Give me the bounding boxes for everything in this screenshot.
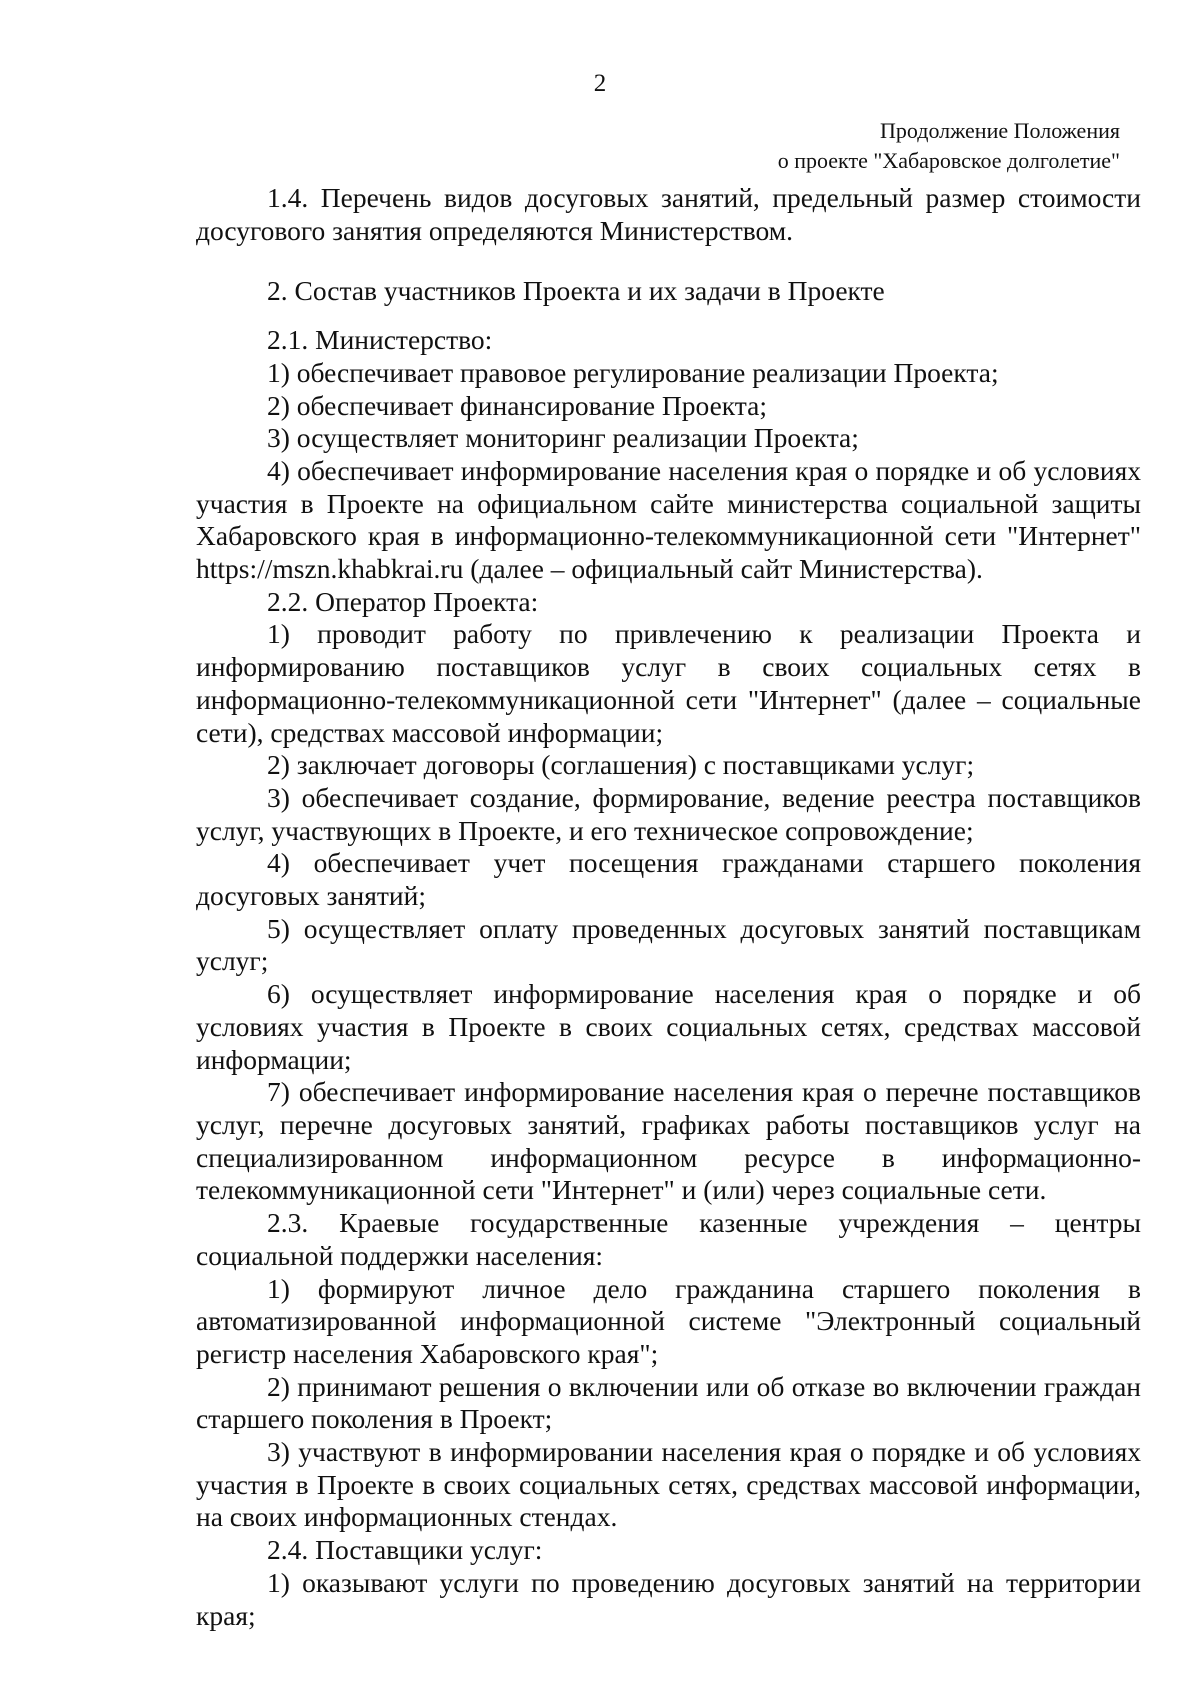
list-item-2-3-2: 2) принимают решения о включении или об отказе во включении граждан старшего поколения в Проект; (196, 1370, 1141, 1435)
list-item-2-2-7: 7) обеспечивает информирование населения края о перечне поставщиков услуг, перечне досуговых занятий, графиках работы поставщиков услуг на специализированном информационном ресурсе в информационно-телекоммуникационной сети "Интернет" и (или) через социальные сети. (196, 1076, 1141, 1206)
paragraph-2-3: 2.3. Краевые государственные казенные учреждения – центры социальной поддержки населения: (196, 1207, 1141, 1271)
list-item-2-2-2: 2) заключает договоры (соглашения) с поставщиками услуг; (267, 749, 975, 781)
list-item-2-1-2: 2) обеспечивает финансирование Проекта; (267, 389, 768, 421)
list-item-2-3-1: 1) формируют личное дело гражданина старшего поколения в автоматизированной информационной системе "Электронный социальный регистр населения Хабаровского края"; (196, 1272, 1141, 1369)
paragraph-2-4: 2.4. Поставщики услуг: (267, 1534, 543, 1566)
paragraph-1-4: 1.4. Перечень видов досуговых занятий, предельный размер стоимости досугового занятия определяются Министерством. (196, 182, 1141, 246)
paragraph-2-1: 2.1. Министерство: (267, 324, 493, 356)
continuation-header-line-1: Продолжение Положения (880, 118, 1120, 143)
list-item-2-2-4: 4) обеспечивает учет посещения гражданами старшего поколения досуговых занятий; (196, 847, 1141, 912)
list-item-2-4-1: 1) оказывают услуги по проведению досуговых занятий на территории края; (196, 1566, 1141, 1631)
list-item-2-1-3: 3) осуществляет мониторинг реализации Проекта; (267, 422, 859, 454)
list-item-2-2-5: 5) осуществляет оплату проведенных досуговых занятий поставщикам услуг; (196, 912, 1141, 977)
page-number: 2 (593, 70, 607, 97)
list-item-2-1-1: 1) обеспечивает правовое регулирование реализации Проекта; (267, 356, 999, 388)
list-item-2-1-4: 4) обеспечивает информирование населения края о порядке и об условиях участия в Проекте на официальном сайте министерства социальной защиты Хабаровского края в информационно-телекоммуникационной сети "Интернет" https://mszn.khabkrai.ru (далее – официальный сайт Министерства). (196, 454, 1141, 585)
section-heading-2: 2. Состав участников Проекта и их задачи в Проекте (267, 275, 885, 307)
list-item-2-2-6: 6) осуществляет информирование населения края о порядке и об условиях участия в Проекте в своих социальных сетях, средствах массовой информации; (196, 978, 1141, 1075)
paragraph-2-2: 2.2. Оператор Проекта: (267, 585, 539, 617)
continuation-header (778, 116, 1120, 176)
list-item-2-3-3: 3) участвуют в информировании населения края о порядке и об условиях участия в Проекте в своих социальных сетях, средствах массовой информации, на своих информационных стендах. (196, 1436, 1141, 1533)
continuation-header-line-2: о проекте "Хабаровское долголетие" (777, 148, 1120, 173)
list-item-2-2-3: 3) обеспечивает создание, формирование, ведение реестра поставщиков услуг, участвующих в Проекте, и его техническое сопровождение; (196, 781, 1141, 846)
document-body (196, 182, 1141, 1632)
list-item-2-2-1: 1) проводит работу по привлечению к реализации Проекта и информированию поставщиков услуг в своих социальных сетях в информационно-телекоммуникационной сети "Интернет" (далее – социальные сети), средствах массовой информации; (196, 618, 1141, 748)
